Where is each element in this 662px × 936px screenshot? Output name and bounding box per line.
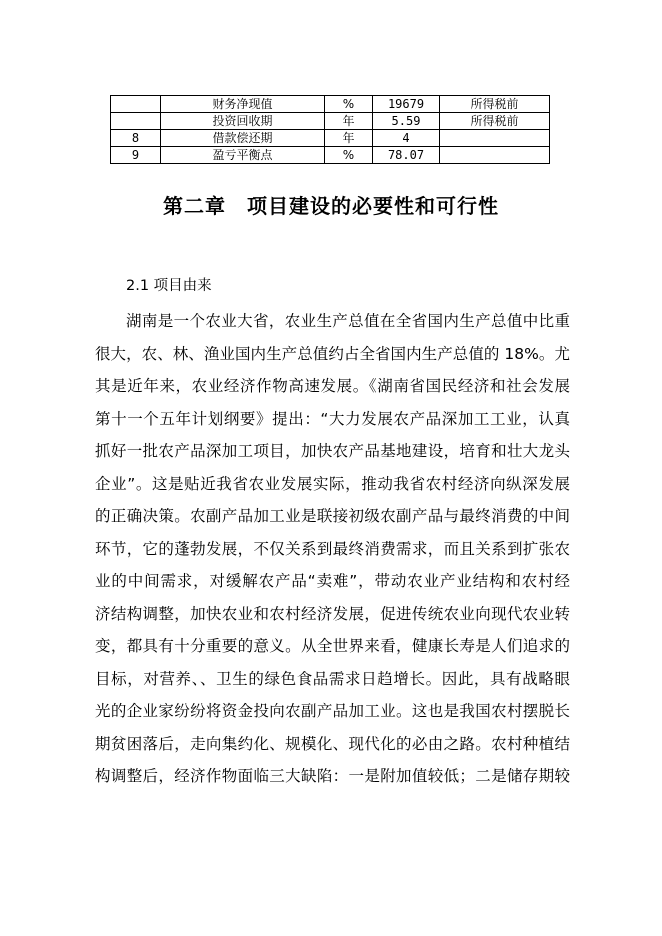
row-note: [440, 147, 550, 164]
row-number: 8: [111, 130, 161, 147]
paragraph-line: 光的企业家纷纷将资金投向农副产品加工业。这也是我国农村摆脱长: [95, 702, 570, 720]
row-unit: 年: [325, 130, 373, 147]
row-number: [111, 96, 161, 113]
table-row: [111, 113, 550, 130]
paragraph-line: 目标，对营养、、卫生的绿色食品需求日趋增长。因此，具有战略眼: [95, 669, 570, 688]
row-number: [111, 113, 161, 130]
paragraph-line: 期贫困落后，走向集约化、规模化、现代化的必由之路。农村种植结: [95, 734, 570, 753]
paragraph-line: 其是近年来，农业经济作物高速发展。《湖南省国民经济和社会发展: [95, 377, 570, 395]
row-note: 所得税前: [440, 96, 550, 113]
paragraph-line: 抓好一批农产品深加工项目，加快农产品基地建设，培育和壮大龙头: [95, 442, 570, 460]
row-value: 5.59: [373, 113, 440, 130]
row-note: [440, 130, 550, 147]
paragraph-line: 济结构调整，加快农业和农村经济发展，促进传统农业向现代农业转: [95, 604, 570, 623]
row-value: 4: [373, 130, 440, 147]
row-number: 9: [111, 147, 161, 164]
row-item: 财务净现值: [161, 96, 325, 113]
paragraph-line: 第十一个五年计划纲要》提出：“大力发展农产品深加工工业，认真: [95, 409, 570, 428]
paragraph-line: 业的中间需求，对缓解农产品“卖难”，带动农业产业结构和农村经: [95, 572, 570, 590]
row-item: 投资回收期: [161, 113, 325, 130]
row-unit: %: [325, 147, 373, 164]
row-value: 19679: [373, 96, 440, 113]
chapter-title: 第二章 项目建设的必要性和可行性: [163, 194, 499, 218]
row-unit: %: [325, 96, 373, 113]
table-row: [111, 130, 550, 147]
row-item: 借款偿还期: [161, 130, 325, 147]
paragraph-line: 环节，它的蓬勃发展，不仅关系到最终消费需求，而且关系到扩张农: [95, 539, 570, 558]
paragraph-line: 企业”。这是贴近我省农业发展实际，推动我省农村经济向纵深发展: [95, 474, 570, 493]
row-unit: 年: [325, 113, 373, 130]
row-value: 78.07: [373, 147, 440, 164]
paragraph-line: 变，都具有十分重要的意义。从全世界来看，健康长寿是人们追求的: [95, 637, 570, 655]
section-heading: 2.1 项目由来: [126, 278, 212, 294]
body-paragraph: [95, 305, 570, 793]
indicator-table: [110, 95, 550, 164]
paragraph-line: 的正确决策。农副产品加工业是联接初级农副产品与最终消费的中间: [95, 507, 570, 525]
row-note: 所得税前: [440, 113, 550, 130]
table-row: [111, 96, 550, 113]
table-row: [111, 147, 550, 164]
row-item: 盈亏平衡点: [161, 147, 325, 164]
paragraph-line: 很大，农、林、渔业国内生产总值约占全省国内生产总值的 18%。尤: [95, 344, 570, 363]
paragraph-line: 构调整后，经济作物面临三大缺陷：一是附加值较低；二是储存期较: [95, 767, 570, 785]
paragraph-line: 湖南是一个农业大省，农业生产总值在全省国内生产总值中比重: [126, 312, 570, 330]
